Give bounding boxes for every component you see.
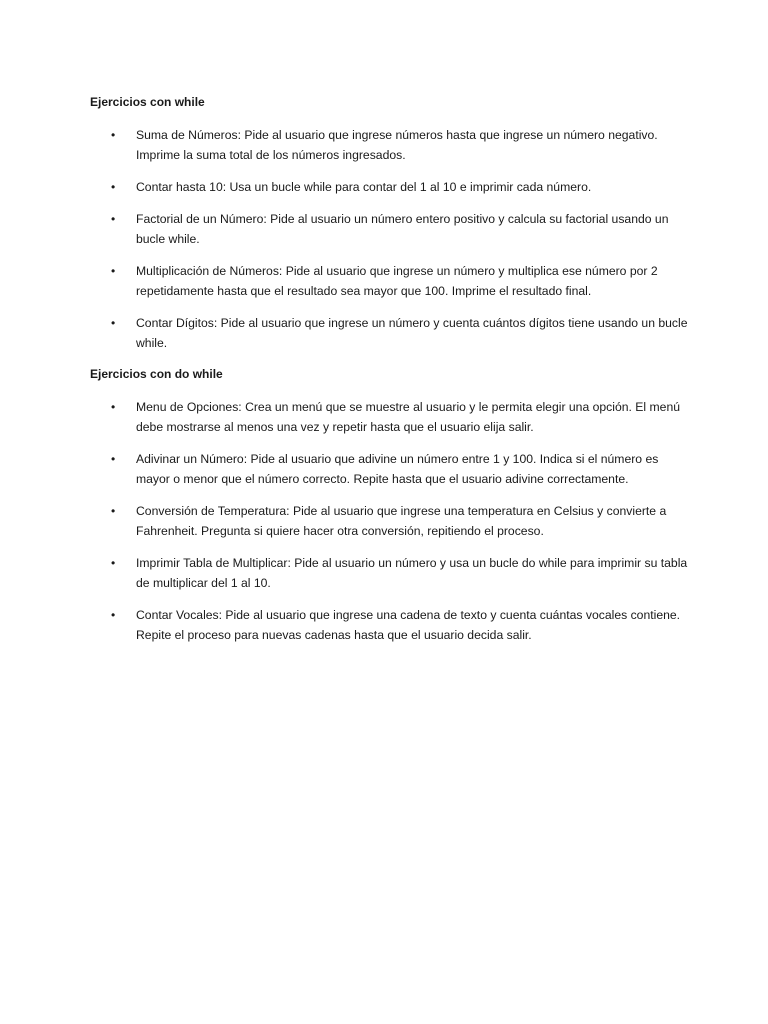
- bullet-icon: •: [111, 264, 116, 278]
- section-heading-while: Ejercicios con while: [90, 95, 205, 109]
- section-heading-do-while: Ejercicios con do while: [90, 367, 223, 381]
- list-item: [90, 501, 688, 541]
- list-item-text: Contar hasta 10: Usa un bucle while para contar del 1 al 10 e imprimir cada número.: [136, 180, 592, 194]
- list-item: [90, 553, 688, 593]
- list-item-text: Menu de Opciones: Crea un menú que se muestre al usuario y le permita elegir una opción. El menú debe mostrarse al menos una vez y repetir hasta que el usuario elija salir.: [136, 400, 680, 434]
- exercise-list-while: [90, 125, 688, 353]
- bullet-icon: •: [111, 504, 116, 518]
- list-item-text: Imprimir Tabla de Multiplicar: Pide al usuario un número y usa un bucle do while para imprimir su tabla de multiplicar del 1 al 10.: [136, 556, 688, 590]
- list-item: [90, 177, 688, 197]
- list-item: [90, 449, 688, 489]
- bullet-icon: •: [111, 128, 116, 142]
- list-item-text: Conversión de Temperatura: Pide al usuario que ingrese una temperatura en Celsius y convierte a Fahrenheit. Pregunta si quiere hacer otra conversión, repitiendo el proceso.: [136, 504, 667, 538]
- list-item-text: Suma de Números: Pide al usuario que ingrese números hasta que ingrese un número negativo. Imprime la suma total de los números ingresados.: [136, 128, 658, 162]
- bullet-icon: •: [111, 556, 116, 570]
- exercise-list-do-while: [90, 397, 688, 645]
- bullet-icon: •: [111, 608, 116, 622]
- list-item: [90, 605, 688, 645]
- list-item-text: Factorial de un Número: Pide al usuario un número entero positivo y calcula su factorial usando un bucle while.: [136, 212, 669, 246]
- list-item: [90, 261, 688, 301]
- list-item: [90, 397, 688, 437]
- list-item: [90, 125, 688, 165]
- list-item: [90, 313, 688, 353]
- list-item-text: Adivinar un Número: Pide al usuario que adivine un número entre 1 y 100. Indica si el número es mayor o menor que el número correcto. Repite hasta que el usuario adivine correctamente.: [136, 452, 659, 486]
- list-item: [90, 209, 688, 249]
- bullet-icon: •: [111, 316, 116, 330]
- bullet-icon: •: [111, 180, 116, 194]
- list-item-text: Contar Vocales: Pide al usuario que ingrese una cadena de texto y cuenta cuántas vocales contiene. Repite el proceso para nuevas cadenas hasta que el usuario decida salir.: [136, 608, 681, 642]
- bullet-icon: •: [111, 212, 116, 226]
- bullet-icon: •: [111, 452, 116, 466]
- bullet-icon: •: [111, 400, 116, 414]
- list-item-text: Multiplicación de Números: Pide al usuario que ingrese un número y multiplica ese número por 2 repetidamente hasta que el resultado sea mayor que 100. Imprime el resultado final.: [136, 264, 658, 298]
- list-item-text: Contar Dígitos: Pide al usuario que ingrese un número y cuenta cuántos dígitos tiene usando un bucle while.: [136, 316, 688, 350]
